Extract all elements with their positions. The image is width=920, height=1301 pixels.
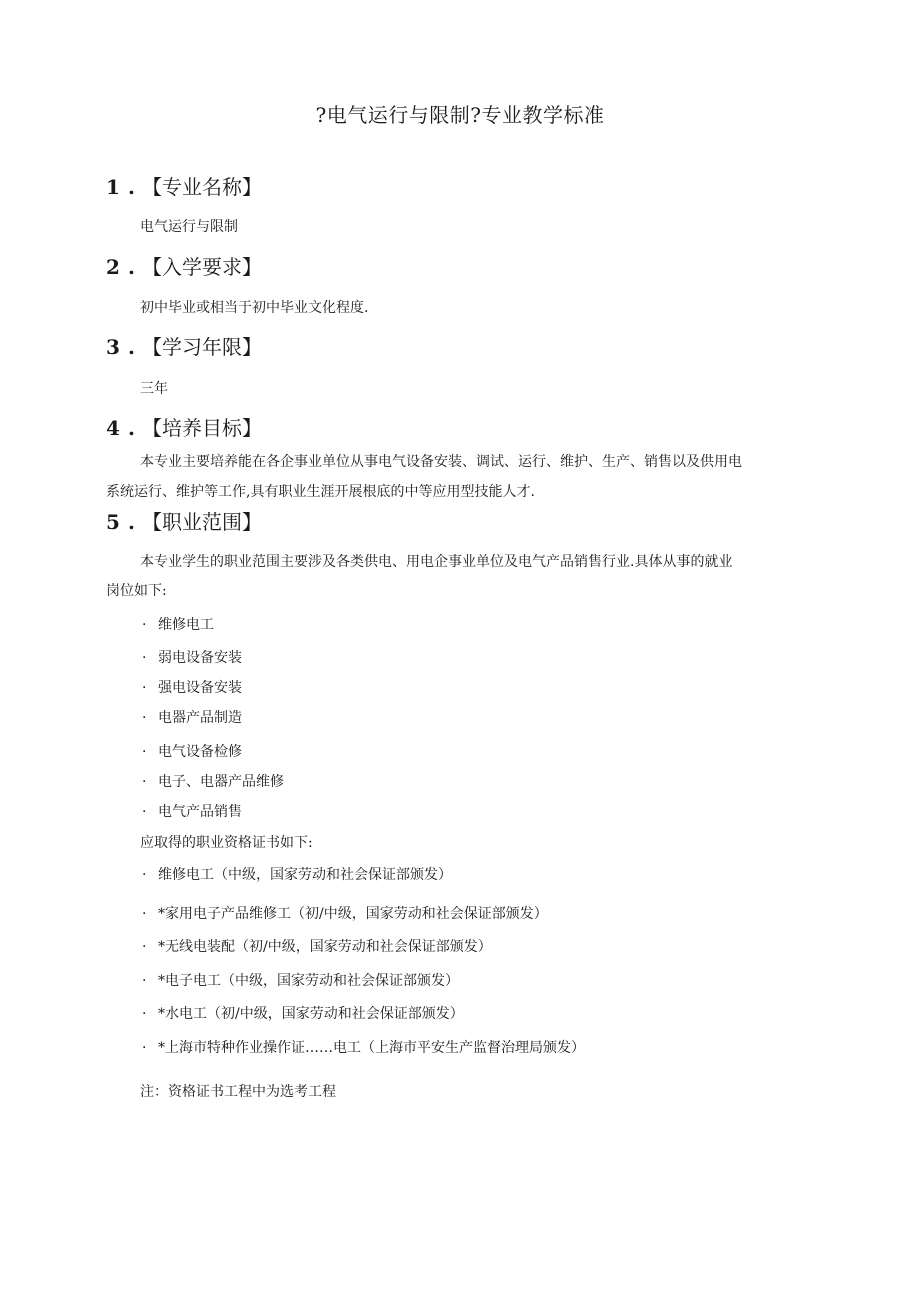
job-list-item: · 维修电工 xyxy=(142,614,214,636)
job-list-item: · 电气产品销售 xyxy=(142,801,242,823)
cert-list-item: · *水电工（初/中级，国家劳动和社会保证部颁发） xyxy=(142,1003,464,1025)
section-label: 【培养目标】 xyxy=(142,416,262,440)
section-dot: . xyxy=(128,175,135,199)
section-number: 1 xyxy=(106,175,120,199)
job-list-item: · 电子、电器产品维修 xyxy=(142,771,284,793)
bullet-icon: · xyxy=(142,804,147,820)
section-heading-5 xyxy=(106,508,262,536)
job-list-item: · 弱电设备安装 xyxy=(142,647,242,669)
job-list-item: · 电气设备检修 xyxy=(142,741,242,763)
page-title: ?电气运行与限制?专业教学标准 xyxy=(315,103,605,127)
cert-list-item: · *电子电工（中级，国家劳动和社会保证部颁发） xyxy=(142,970,459,992)
job-list-item: · 强电设备安装 xyxy=(142,677,242,699)
section-heading-1 xyxy=(106,173,262,201)
section-heading-2 xyxy=(106,253,262,281)
cert-list-item: · *上海市特种作业操作证……电工（上海市平安生产监督治理局颁发） xyxy=(142,1037,585,1059)
section-dot: . xyxy=(128,255,135,279)
bullet-icon: · xyxy=(142,939,147,955)
job-list-item: · 电器产品制造 xyxy=(142,707,242,729)
bullet-icon: · xyxy=(142,973,147,989)
bullet-icon: · xyxy=(142,650,147,666)
admission-text: 初中毕业或相当于初中毕业文化程度. xyxy=(140,300,369,316)
section-dot: . xyxy=(128,510,135,534)
section-dot: . xyxy=(128,335,135,359)
section-number: 3 xyxy=(106,335,120,359)
bullet-icon: · xyxy=(142,1040,147,1056)
bullet-icon: · xyxy=(142,774,147,790)
bullet-icon: · xyxy=(142,710,147,726)
bullet-icon: · xyxy=(142,867,147,883)
section-label: 【学习年限】 xyxy=(142,335,262,359)
objective-text-line2: 系统运行、维护等工作,具有职业生涯开展根底的中等应用型技能人才. xyxy=(106,484,535,500)
section-label: 【入学要求】 xyxy=(142,255,262,279)
section-heading-4 xyxy=(106,414,262,442)
section-heading-3 xyxy=(106,333,262,361)
section-number: 4 xyxy=(106,416,120,440)
cert-intro-text: 应取得的职业资格证书如下: xyxy=(140,835,313,851)
bullet-icon: · xyxy=(142,680,147,696)
section-dot: . xyxy=(128,416,135,440)
section-label: 【职业范围】 xyxy=(142,510,262,534)
duration-text: 三年 xyxy=(140,381,168,397)
major-name-text: 电气运行与限制 xyxy=(140,219,238,235)
section-label: 【专业名称】 xyxy=(142,175,262,199)
note-text: 注：资格证书工程中为选考工程 xyxy=(140,1084,336,1100)
bullet-icon: · xyxy=(142,906,147,922)
section-number: 5 xyxy=(106,510,120,534)
objective-text-line1: 本专业主要培养能在各企事业单位从事电气设备安装、调试、运行、维护、生产、销售以及供用电 xyxy=(140,454,742,470)
career-text-line1: 本专业学生的职业范围主要涉及各类供电、用电企事业单位及电气产品销售行业.具体从事的就业 xyxy=(140,554,733,570)
cert-list-item: · *家用电子产品维修工（初/中级，国家劳动和社会保证部颁发） xyxy=(142,903,548,925)
bullet-icon: · xyxy=(142,617,147,633)
section-number: 2 xyxy=(106,255,120,279)
career-text-line2: 岗位如下: xyxy=(106,583,167,599)
cert-list-item: · *无线电装配（初/中级，国家劳动和社会保证部颁发） xyxy=(142,936,492,958)
bullet-icon: · xyxy=(142,1006,147,1022)
cert-list-item: · 维修电工（中级，国家劳动和社会保证部颁发） xyxy=(142,864,452,886)
bullet-icon: · xyxy=(142,744,147,760)
